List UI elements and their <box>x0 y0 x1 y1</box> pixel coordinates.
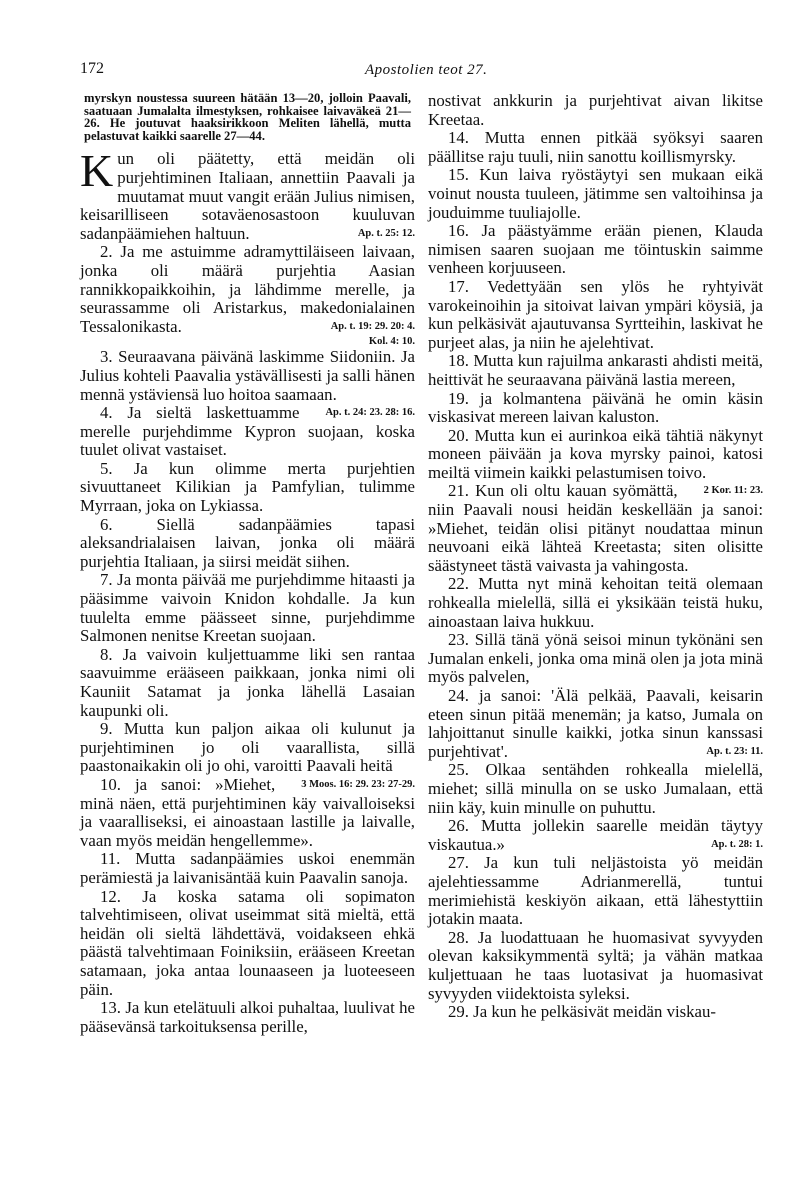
verse-4: 4. Ja sieltä laskettuamme merelle purjehdimme Kypron suojaan, koska tuulet olivat vastaiset. <box>80 403 415 460</box>
verse-2 <box>80 243 415 336</box>
verse-17: 17. Vedettyään sen ylös he ryhtyivät varokeinoihin ja sitoivat laivan ympäri köysiä, ja kun pelkäsivät ajautuvansa Syrtteihin, laskivat he purjeet alas, ja niin he ajelehtivat. <box>428 276 763 352</box>
running-title: Apostolien teot 27. <box>365 62 488 78</box>
verse-text: 26. Mutta jollekin saarelle meidän täytyy viskautua.» <box>428 816 763 854</box>
cross-reference: Ap. t. 24: 23. 28: 16. <box>325 407 415 419</box>
cross-reference: Ap. t. 23: 11. <box>706 745 763 757</box>
verse-6: 6. Siellä sadanpäämies tapasi aleksandrialaisen laivan, jonka oli määrä purjehtia Italiaan, ja siirsi meidät siihen. <box>80 514 415 571</box>
page-number: 172 <box>80 60 104 77</box>
cross-reference: Ap. t. 28: 1. <box>711 838 763 850</box>
verse-8: 8. Ja vaivoin kuljettuamme liki sen rantaa saavuimme erääseen paikkaan, jonka nimi oli Kauniit Satamat ja jonka lähellä Lasaian kaupunki oli. <box>80 644 415 720</box>
drop-cap: K <box>80 145 114 197</box>
verse-21: 21. Kun oli oltu kauan syömättä, niin Paavali nousi heidän keskellään ja sanoi: »Miehet, teidän olisi pitänyt noudattaa minun neuvoani eikä lähteä Kreetasta; siten olisitte säästyneet tästä vaivasta ja vahingosta. <box>428 481 763 575</box>
verse-27: 27. Ja kun tuli neljästoista yö meidän ajelehtiessamme Adrianmerellä, tuntui merimiehistä keskiyön aikaan, että lähestyttiin jotakin maata. <box>428 853 763 929</box>
verse-25: 25. Olkaa sentähden rohkealla mielellä, miehet; sillä minulla on se usko Jumalaan, että niin käy, kuin minulle on puhuttu. <box>428 760 763 817</box>
cross-reference: Ap. t. 19: 29. 20: 4. <box>330 320 415 332</box>
verse-text: 24. ja sanoi: 'Älä pelkää, Paavali, keisarin eteen sinun pitää menemän; ja katso, Jumala on lahjoittanut sinulle kaikki, jotka sinun kanssasi purjehtivat'. <box>428 686 763 761</box>
verse-22: 22. Mutta nyt minä kehoitan teitä olemaan rohkealla mielellä, sillä ei yksikään teistä huku, ainoastaan laiva hukkuu. <box>428 574 763 631</box>
verse-10: 10. ja sanoi: »Miehet, minä näen, että purjehtiminen käy vaivalloiseksi ja vaaralliseksi, ei ainoastaan lastille ja laivalle, vaan myös meidän hengellemme». <box>80 774 415 850</box>
verse-text: 2. Ja me astuimme adramyttiläiseen laivaan, jonka oli määrä purjehtia Aasian rannikkopaikkoihin, ja lähdimme merelle, ja seurassamme oli Aristarkus, makedonialainen Tessalonikasta. <box>80 242 415 336</box>
verse-14: 14. Mutta ennen pitkää syöksyi saaren päällitse raju tuuli, niin sanottu koillismyrsky. <box>428 128 763 166</box>
cross-reference: 2 Kor. 11: 23. <box>703 485 763 497</box>
verse-12: 12. Ja koska satama oli sopimaton talvehtimiseen, olivat useimmat sitä mieltä, että heidän oli sieltä lähdettävä, voidakseen ehkä päästä talvehtimaan Foiniksiin, erääseen Kreetan satamaan, joka antaa lounaaseen ja luoteeseen päin. <box>80 886 415 999</box>
verse-18: 18. Mutta kun rajuilma ankarasti ahdisti meitä, heittivät he seuraavana päivänä lastia mereen, <box>428 351 763 389</box>
verse-3 <box>80 347 415 419</box>
verse-28: 28. Ja luodattuaan he huomasivat syvyyden olevan kaksikymmentä syltä; ja vähän matkaa kuljettuaan he taas luotasivat ja huomasivat syvyyden viidektoista syleksi. <box>428 927 763 1003</box>
verse-13-continued: nostivat ankkurin ja purjehtivat aivan likitse Kreetaa. <box>428 91 763 129</box>
cross-reference-continued: Kol. 4: 10. <box>368 336 415 348</box>
verse-19: 19. ja kolmantena päivänä he omin käsin viskasivat mereen laivan kaluston. <box>428 388 763 427</box>
right-column <box>428 92 763 1022</box>
verse-text: 20. Mutta kun ei aurinkoa eikä tähtiä näkynyt moneen päivään ja kova myrsky painoi, katosi meiltä viimein kaikki pelastumisen toivo. <box>428 425 763 482</box>
verse-29: 29. Ja kun he pelkäsivät meidän viskau- <box>448 1002 716 1022</box>
verse-20 <box>428 425 763 497</box>
verse-16: 16. Ja päästyämme erään pienen, Klauda nimisen saaren suojaan me töintuskin saimme venheen korjuuseen. <box>428 221 763 278</box>
cross-reference: Ap. t. 25: 12. <box>357 227 415 239</box>
verse-24 <box>428 687 763 761</box>
left-column <box>80 92 415 1036</box>
verse-9 <box>80 719 415 790</box>
verse-text: 9. Mutta kun paljon aikaa oli kulunut ja purjehtiminen jo oli vaarallista, sillä paastonaikakin oli jo ohi, varoitti Paavali heitä <box>80 719 415 776</box>
verse-15: 15. Kun laiva ryöstäytyi sen mukaan eikä voinut nousta tuuleen, jätimme sen valtoihinsa ja jouduimme tuuliajolle. <box>428 165 763 222</box>
verse-26 <box>428 817 763 854</box>
verse-13: 13. Ja kun etelätuuli alkoi puhaltaa, luulivat he pääsevänsä tarkoituksensa perille, <box>80 998 415 1036</box>
verse-text: 3. Seuraavana päivänä laskimme Siidoniin. Ja Julius kohteli Paavalia ystävällisesti ja salli hänen mennä ystäviensä luo hoitoa saamaan. <box>80 347 415 404</box>
verse-11: 11. Mutta sadanpäämies uskoi enemmän perämiestä ja laivanisäntää kuin Paavalin sanoja. <box>80 849 415 887</box>
verse-23: 23. Sillä tänä yönä seisoi minun tykönäni sen Jumalan enkeli, jonka oma minä olen ja jota minä myös palvelen, <box>428 630 763 687</box>
verse-1 <box>80 145 415 243</box>
cross-reference: 3 Moos. 16: 29. 23: 27-29. <box>301 778 415 790</box>
chapter-summary: myrskyn noustessa suureen hätään 13—20, jolloin Paavali, saatuaan Jumalalta ilmestyksen, rohkaisee laivaväkeä 21—26. He joutuvat haaksirikkoon Meliten lähellä, mutta pelastuvat kaikki saarelle 27—44. <box>84 91 411 143</box>
verse-7: 7. Ja monta päivää me purjehdimme hitaasti ja pääsimme vaivoin Knidon kohdalle. Ja kun tuulelta emme päässeet sinne, purjehdimme Salmonen nenitse Kreetan suojaan. <box>80 570 415 646</box>
verse-5: 5. Ja kun olimme merta purjehtien sivuuttaneet Kilikian ja Pamfylian, tulimme Myrraan, joka on Lykiassa. <box>80 458 415 516</box>
verse-text: un oli päätetty, että meidän oli purjehtiminen Italiaan, annettiin Paavali ja muutamat muut vangit erään Julius nimisen, keisarilliseen sotaväenosastoon kuuluvan sadanpäämiehen haltuun. <box>80 149 415 243</box>
